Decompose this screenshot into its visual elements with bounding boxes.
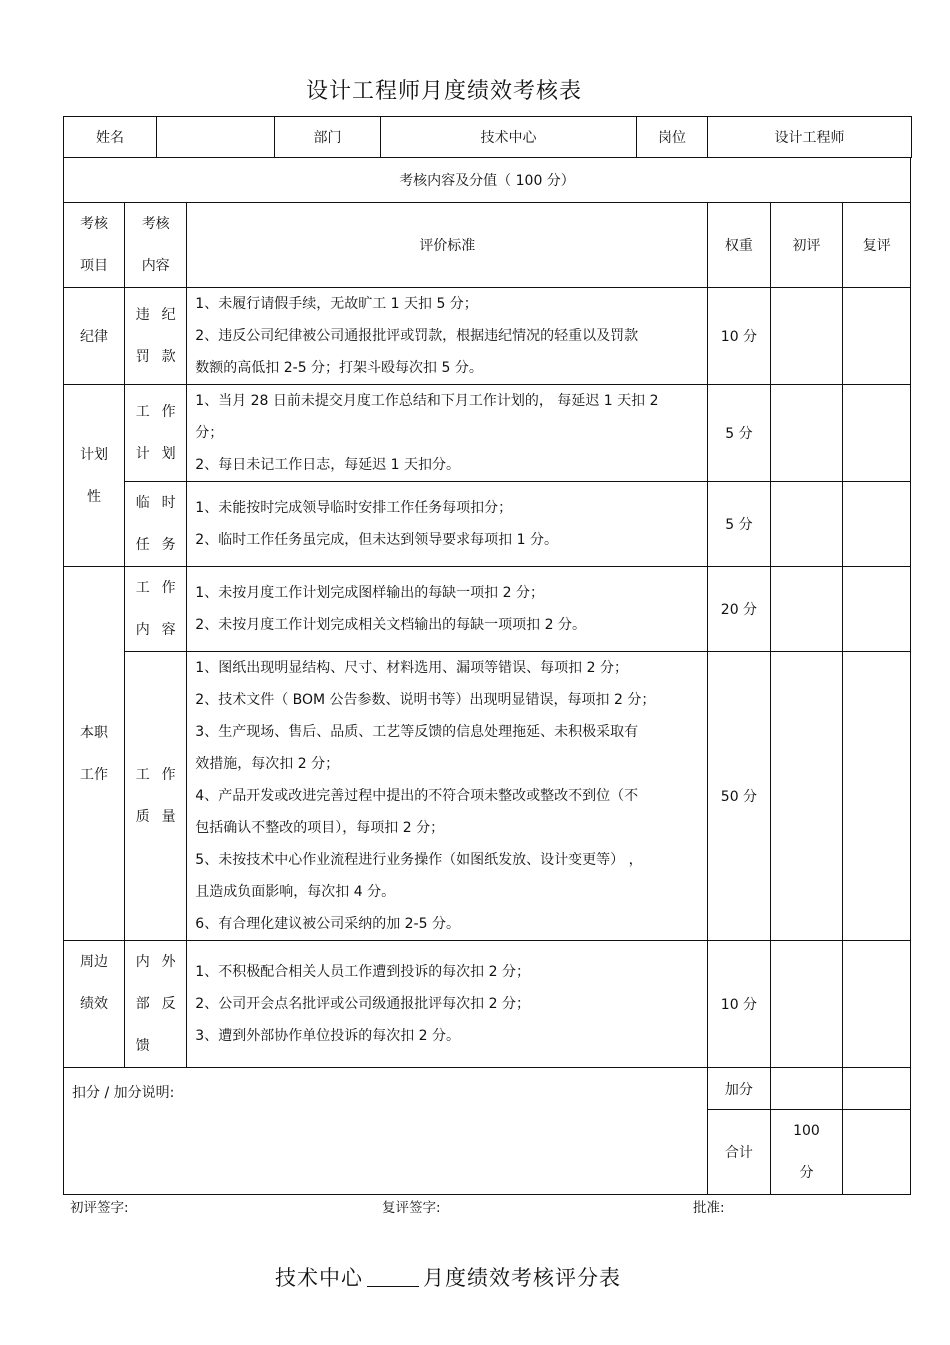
score-first-work-quality[interactable] (770, 652, 843, 941)
score-first-discipline[interactable] (770, 288, 843, 385)
dept-value: 技术中心 (381, 117, 637, 158)
post-value: 设计工程师 (708, 117, 912, 158)
post-label: 岗位 (637, 117, 708, 158)
approval-signature: 批准: (693, 1200, 725, 1216)
weight-work-content: 20 分 (708, 567, 770, 652)
weight-work-quality: 50 分 (708, 652, 770, 941)
content-work-content: 工 作 内容 (125, 567, 187, 652)
section-header: 考核内容及分值（ 100 分） (64, 158, 911, 203)
criteria-work-plan: 1、当月 28 日前未提交月度工作总结和下月工作计划的， 每延迟 1 天扣 2 分； 2、每日未记工作日志，每延迟 1 天扣分。 (187, 385, 708, 482)
header-criteria: 评价标准 (187, 203, 708, 288)
total-review[interactable] (843, 1110, 911, 1195)
content-temp-task: 临 时 任务 (125, 482, 187, 567)
content-work-quality: 工 作 质量 (125, 652, 187, 941)
group-peripheral: 周边 绩效 (64, 941, 125, 1068)
weight-discipline: 10 分 (708, 288, 770, 385)
info-table (63, 116, 912, 158)
score-first-work-plan[interactable] (770, 385, 843, 482)
total-label: 合计 (708, 1110, 770, 1195)
group-duty: 本职 工作 (64, 567, 125, 941)
group-planning: 计划 性 (64, 385, 125, 567)
header-second-review: 复评 (843, 203, 911, 288)
score-review-discipline[interactable] (843, 288, 911, 385)
month-blank[interactable] (367, 1266, 419, 1287)
score-review-work-plan[interactable] (843, 385, 911, 482)
weight-temp-task: 5 分 (708, 482, 770, 567)
page-title: 设计工程师月度绩效考核表 (305, 79, 582, 104)
name-label: 姓名 (64, 117, 157, 158)
group-discipline: 纪律 (64, 288, 125, 385)
second-review-signature: 复评签字: (382, 1200, 441, 1216)
bonus-first[interactable] (770, 1068, 843, 1110)
criteria-discipline: 1、未履行请假手续，无故旷工 1 天扣 5 分； 2、违反公司纪律被公司通报批评或罚款，根据违纪情况的轻重以及罚款 数额的高低扣 2-5 分；打架斗殴每次扣 5 分。 (187, 288, 708, 385)
dept-label: 部门 (275, 117, 381, 158)
content-discipline: 违 纪 罚款 (125, 288, 187, 385)
total-value: 100 分 (770, 1110, 843, 1195)
header-first-review: 初评 (770, 203, 843, 288)
header-content: 考核 内容 (125, 203, 187, 288)
adjustment-notes[interactable] (64, 1068, 708, 1195)
bonus-review[interactable] (843, 1068, 911, 1110)
second-form-title: 技术中心 月度绩效考核评分表 (275, 1266, 621, 1290)
score-review-peripheral[interactable] (843, 941, 911, 1068)
score-first-temp-task[interactable] (770, 482, 843, 567)
header-weight: 权重 (708, 203, 770, 288)
bonus-label: 加分 (708, 1068, 770, 1110)
header-item: 考核 项目 (64, 203, 125, 288)
criteria-work-content: 1、未按月度工作计划完成图样输出的每缺一项扣 2 分； 2、未按月度工作计划完成相关文档输出的每缺一项项扣 2 分。 (187, 567, 708, 652)
score-review-work-content[interactable] (843, 567, 911, 652)
content-peripheral: 内 外 部 反 馈 (125, 941, 187, 1068)
content-work-plan: 工 作 计划 (125, 385, 187, 482)
score-review-work-quality[interactable] (843, 652, 911, 941)
score-first-work-content[interactable] (770, 567, 843, 652)
name-field[interactable] (157, 117, 275, 158)
criteria-work-quality: 1、图纸出现明显结构、尺寸、材料选用、漏项等错误、每项扣 2 分； 2、技术文件（ BOM 公告参数、说明书等）出现明显错误，每项扣 2 分； 3、生产现场、售后、品质、工艺等反馈的信息处理拖延、未积极采取有 效措施，每次扣 2 分； 4、产品开发或改进完善过程中提出的不符合项未整改或整改不到位（不 包括确认不整改的项目），每项扣 2 分； 5、未按技术中心作业流程进行业务操作（如图纸发放、设计变更等） ， 且造成负面影响，每次扣 4 分。 6、有合理化建议被公司采纳的加 2-5 分。 (187, 652, 708, 941)
criteria-peripheral: 1、不积极配合相关人员工作遭到投诉的每次扣 2 分； 2、公司开会点名批评或公司级通报批评每次扣 2 分； 3、遭到外部协作单位投诉的每次扣 2 分。 (187, 941, 708, 1068)
weight-peripheral: 10 分 (708, 941, 770, 1068)
adjustment-notes-label: 扣分 / 加分说明: (72, 1085, 175, 1101)
score-review-temp-task[interactable] (843, 482, 911, 567)
score-first-peripheral[interactable] (770, 941, 843, 1068)
weight-work-plan: 5 分 (708, 385, 770, 482)
criteria-temp-task: 1、未能按时完成领导临时安排工作任务每项扣分； 2、临时工作任务虽完成，但未达到领导要求每项扣 1 分。 (187, 482, 708, 567)
first-review-signature: 初评签字: (70, 1200, 129, 1216)
assessment-table (63, 157, 911, 1195)
